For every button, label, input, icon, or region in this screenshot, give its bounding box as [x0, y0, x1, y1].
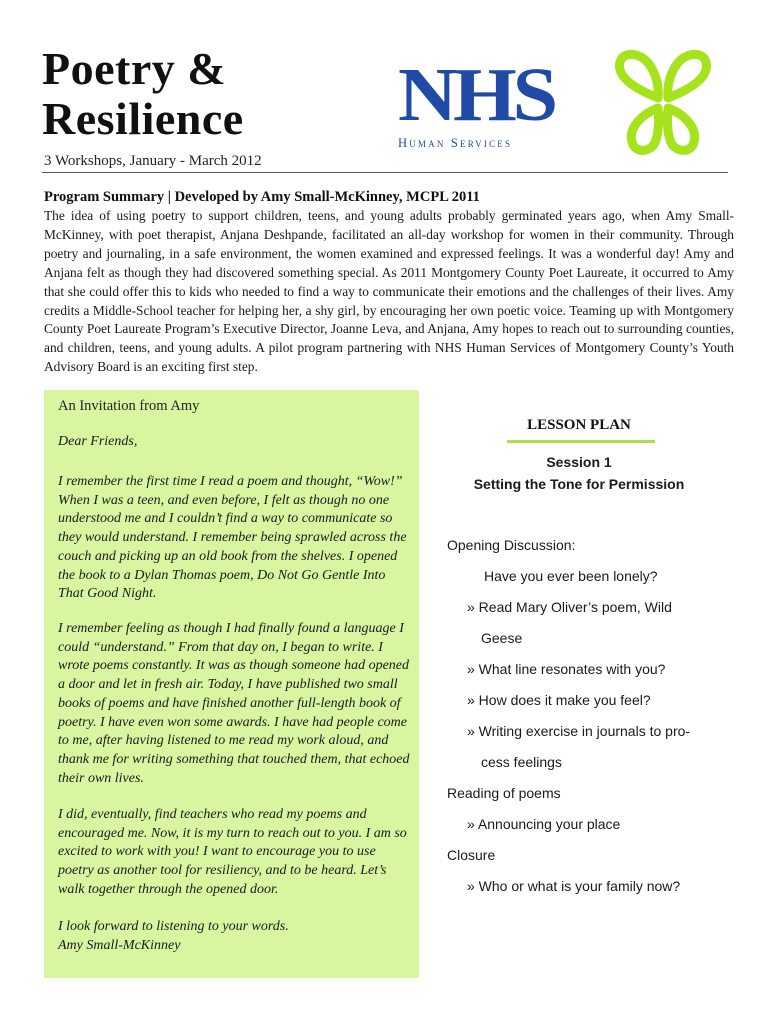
- title-line-1: Poetry &: [42, 43, 227, 94]
- letter-paragraph-2: I remember feeling as though I had finally found a language I could “understand.” From that day on, I began to write. I wrote poems constantly. It was as though someone had opened a door and let in fresh air. Today, I have published two small books of poems and have finished another full-length book of poetry. I have even won some awards. I have had people come to me, after having listened to me read my work aloud, and thank me for writing something that touched them, that echoed their own lives.: [58, 621, 410, 786]
- session-subtitle: Setting the Tone for Permission: [473, 476, 685, 492]
- plan-line: Reading of poems: [447, 785, 561, 801]
- plan-line: » What line resonates with you?: [467, 661, 666, 677]
- page-subtitle: 3 Workshops, January - March 2012: [44, 153, 262, 169]
- nhs-logo: [394, 53, 564, 156]
- letter-paragraph-1: I remember the first time I read a poem and thought, “Wow!” When I was a teen, and even before, I felt as though no one understood me and I couldn’t find a way to communicate so they would understand. I remember being sprawled across the couch and picking up an old book from the shelves. I opened the book to a Dylan Thomas poem, Do Not Go Gentle Into That Good Night.: [58, 474, 407, 602]
- summary-heading: Program Summary | Developed by Amy Small-McKinney, MCPL 2011: [44, 189, 480, 205]
- plan-line: Closure: [447, 847, 496, 863]
- title-line-2: Resilience: [42, 93, 244, 144]
- plan-line: » Read Mary Oliver’s poem, Wild: [467, 599, 672, 615]
- plan-line: Opening Discussion:: [447, 537, 576, 553]
- nhs-logo-letters: NHS: [398, 53, 554, 137]
- letter-closing: I look forward to listening to your words.: [58, 919, 289, 934]
- butterfly-icon: [608, 48, 718, 160]
- plan-line: » Who or what is your family now?: [467, 878, 681, 894]
- letter-greeting: Dear Friends,: [58, 434, 138, 449]
- session-heading: [448, 451, 710, 495]
- plan-line: Geese: [481, 630, 523, 646]
- invitation-heading: An Invitation from Amy: [58, 398, 200, 414]
- lesson-plan-title: LESSON PLAN: [527, 417, 631, 433]
- plan-line: Have you ever been lonely?: [484, 568, 658, 584]
- lesson-plan-underline: [507, 440, 655, 443]
- letter-paragraph-3: I did, eventually, find teachers who read my poems and encouraged me. Now, it is my turn to reach out to you. I am so excited to work with you! I want to encourage you to use poetry as another tool for resiliency, and to be heard. Let’s walk together through the opened door.: [58, 807, 407, 897]
- header-divider: [42, 172, 728, 173]
- plan-line: » Writing exercise in journals to pro-: [467, 723, 691, 739]
- plan-line: » How does it make you feel?: [467, 692, 651, 708]
- nhs-logo-subtitle: Human Services: [398, 136, 513, 150]
- session-number: Session 1: [546, 454, 612, 470]
- plan-line: cess feelings: [481, 754, 562, 770]
- letter-signature: Amy Small-McKinney: [58, 938, 181, 953]
- page-title: [42, 44, 244, 144]
- plan-line: » Announcing your place: [467, 816, 621, 832]
- summary-body: The idea of using poetry to support children, teens, and young adults probably germinated years ago, when Amy Small-McKinney, with poet therapist, Anjana Deshpande, facilitated an all-day workshop for women in their community. Through poetry and journaling, in a safe environment, the women examined and expressed feelings. It was a wonderful day! Amy and Anjana felt as though they had discovered something special. As 2011 Montgomery County Poet Laureate, it occurred to Amy that she could offer this to kids who needed to find a way to communicate their emotions and the challenges of their lives. Amy credits a Middle-School teacher for helping her, a shy girl, by encouraging her own poetic voice. Teaming up with Montgomery County Poet Laureate Program’s Executive Director, Joanne Leva, and Anjana, Amy hopes to reach out to surrounding counties, and children, teens, and young adults. A pilot program partnering with NHS Human Services of Montgomery County’s Youth Advisory Board is an exciting first step.: [44, 208, 734, 375]
